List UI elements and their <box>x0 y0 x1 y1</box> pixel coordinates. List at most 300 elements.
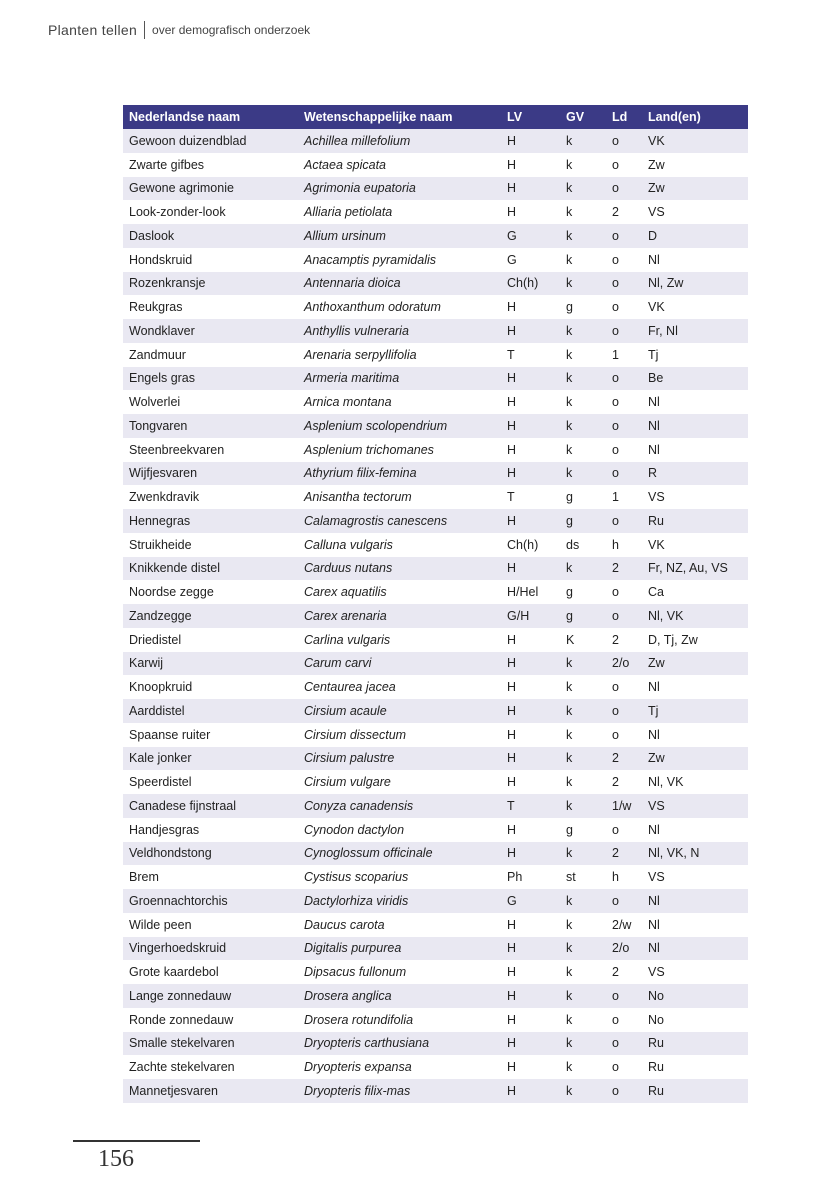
scientific-name-cell: Athyrium filix-femina <box>298 462 501 486</box>
scientific-name-cell: Cirsium acaule <box>298 699 501 723</box>
gv-cell: st <box>560 865 606 889</box>
dutch-name-cell: Karwij <box>123 652 298 676</box>
scientific-name-cell: Dipsacus fullonum <box>298 960 501 984</box>
table-body <box>123 129 748 1103</box>
ld-cell: o <box>606 224 642 248</box>
dutch-name-cell: Reukgras <box>123 295 298 319</box>
table-row <box>123 153 748 177</box>
scientific-name-cell: Asplenium trichomanes <box>298 438 501 462</box>
gv-cell: k <box>560 414 606 438</box>
countries-cell: D, Tj, Zw <box>642 628 748 652</box>
ld-cell: 2/w <box>606 913 642 937</box>
scientific-name-cell: Carduus nutans <box>298 557 501 581</box>
lv-cell: G <box>501 889 560 913</box>
dutch-name-cell: Knoopkruid <box>123 675 298 699</box>
scientific-name-cell: Dactylorhiza viridis <box>298 889 501 913</box>
scientific-name-cell: Carex aquatilis <box>298 580 501 604</box>
dutch-name-cell: Brem <box>123 865 298 889</box>
scientific-name-cell: Alliaria petiolata <box>298 200 501 224</box>
gv-cell: k <box>560 960 606 984</box>
gv-cell: k <box>560 770 606 794</box>
dutch-name-cell: Groennachtorchis <box>123 889 298 913</box>
table-row <box>123 390 748 414</box>
species-table <box>123 105 748 1103</box>
table-row <box>123 1079 748 1103</box>
gv-cell: k <box>560 200 606 224</box>
ld-cell: h <box>606 865 642 889</box>
ld-cell: 1/w <box>606 794 642 818</box>
lv-cell: H <box>501 960 560 984</box>
countries-cell: Ca <box>642 580 748 604</box>
scientific-name-cell: Cirsium dissectum <box>298 723 501 747</box>
gv-cell: g <box>560 485 606 509</box>
table-row <box>123 628 748 652</box>
table-row <box>123 889 748 913</box>
countries-cell: Tj <box>642 699 748 723</box>
dutch-name-cell: Gewoon duizendblad <box>123 129 298 153</box>
lv-cell: H <box>501 818 560 842</box>
lv-cell: G <box>501 224 560 248</box>
gv-cell: g <box>560 509 606 533</box>
scientific-name-cell: Carum carvi <box>298 652 501 676</box>
scientific-name-cell: Achillea millefolium <box>298 129 501 153</box>
lv-cell: H <box>501 462 560 486</box>
ld-cell: o <box>606 580 642 604</box>
gv-cell: k <box>560 248 606 272</box>
countries-cell: Nl, VK, N <box>642 842 748 866</box>
column-header-dutch-name: Nederlandse naam <box>123 105 298 129</box>
lv-cell: H <box>501 509 560 533</box>
lv-cell: H <box>501 390 560 414</box>
countries-cell: VS <box>642 865 748 889</box>
table-row <box>123 652 748 676</box>
column-header-lv: LV <box>501 105 560 129</box>
scientific-name-cell: Anacamptis pyramidalis <box>298 248 501 272</box>
countries-cell: Nl, Zw <box>642 272 748 296</box>
dutch-name-cell: Ronde zonnedauw <box>123 1008 298 1032</box>
lv-cell: H <box>501 319 560 343</box>
lv-cell: G <box>501 248 560 272</box>
table-row <box>123 200 748 224</box>
table-row <box>123 438 748 462</box>
gv-cell: k <box>560 438 606 462</box>
ld-cell: 2/o <box>606 652 642 676</box>
gv-cell: ds <box>560 533 606 557</box>
scientific-name-cell: Carlina vulgaris <box>298 628 501 652</box>
countries-cell: VS <box>642 960 748 984</box>
lv-cell: H <box>501 675 560 699</box>
countries-cell: Nl <box>642 889 748 913</box>
gv-cell: k <box>560 675 606 699</box>
dutch-name-cell: Zandmuur <box>123 343 298 367</box>
dutch-name-cell: Steenbreekvaren <box>123 438 298 462</box>
lv-cell: H <box>501 1055 560 1079</box>
scientific-name-cell: Calluna vulgaris <box>298 533 501 557</box>
gv-cell: k <box>560 129 606 153</box>
gv-cell: k <box>560 1008 606 1032</box>
countries-cell: Nl <box>642 913 748 937</box>
scientific-name-cell: Armeria maritima <box>298 367 501 391</box>
scientific-name-cell: Cynoglossum officinale <box>298 842 501 866</box>
gv-cell: k <box>560 913 606 937</box>
book-title: Planten tellen <box>48 22 138 38</box>
ld-cell: 2 <box>606 842 642 866</box>
dutch-name-cell: Hondskruid <box>123 248 298 272</box>
lv-cell: H <box>501 842 560 866</box>
countries-cell: Ru <box>642 1032 748 1056</box>
dutch-name-cell: Grote kaardebol <box>123 960 298 984</box>
countries-cell: Nl <box>642 818 748 842</box>
ld-cell: o <box>606 604 642 628</box>
scientific-name-cell: Anthyllis vulneraria <box>298 319 501 343</box>
dutch-name-cell: Driedistel <box>123 628 298 652</box>
ld-cell: 2 <box>606 770 642 794</box>
column-header-countries: Land(en) <box>642 105 748 129</box>
gv-cell: k <box>560 462 606 486</box>
ld-cell: o <box>606 723 642 747</box>
table-row <box>123 177 748 201</box>
dutch-name-cell: Engels gras <box>123 367 298 391</box>
gv-cell: k <box>560 272 606 296</box>
table-row <box>123 557 748 581</box>
table-row <box>123 984 748 1008</box>
ld-cell: o <box>606 319 642 343</box>
dutch-name-cell: Canadese fijnstraal <box>123 794 298 818</box>
dutch-name-cell: Wolverlei <box>123 390 298 414</box>
scientific-name-cell: Drosera rotundifolia <box>298 1008 501 1032</box>
header-divider <box>144 21 145 39</box>
lv-cell: Ch(h) <box>501 272 560 296</box>
dutch-name-cell: Zwarte gifbes <box>123 153 298 177</box>
scientific-name-cell: Cirsium vulgare <box>298 770 501 794</box>
table-row <box>123 224 748 248</box>
dutch-name-cell: Zandzegge <box>123 604 298 628</box>
gv-cell: k <box>560 889 606 913</box>
ld-cell: o <box>606 153 642 177</box>
gv-cell: k <box>560 1079 606 1103</box>
gv-cell: g <box>560 580 606 604</box>
dutch-name-cell: Lange zonnedauw <box>123 984 298 1008</box>
gv-cell: k <box>560 390 606 414</box>
ld-cell: o <box>606 699 642 723</box>
ld-cell: o <box>606 984 642 1008</box>
table-row <box>123 367 748 391</box>
scientific-name-cell: Calamagrostis canescens <box>298 509 501 533</box>
table-row <box>123 937 748 961</box>
gv-cell: k <box>560 224 606 248</box>
table-row <box>123 770 748 794</box>
gv-cell: k <box>560 1032 606 1056</box>
ld-cell: o <box>606 129 642 153</box>
countries-cell: VS <box>642 485 748 509</box>
lv-cell: H <box>501 177 560 201</box>
gv-cell: g <box>560 818 606 842</box>
table-row <box>123 723 748 747</box>
gv-cell: k <box>560 177 606 201</box>
ld-cell: 1 <box>606 343 642 367</box>
table-row <box>123 913 748 937</box>
countries-cell: Ru <box>642 509 748 533</box>
chapter-title: over demografisch onderzoek <box>152 23 311 37</box>
scientific-name-cell: Antennaria dioica <box>298 272 501 296</box>
table-row <box>123 272 748 296</box>
scientific-name-cell: Centaurea jacea <box>298 675 501 699</box>
countries-cell: Tj <box>642 343 748 367</box>
footer-rule <box>73 1140 200 1142</box>
dutch-name-cell: Gewone agrimonie <box>123 177 298 201</box>
table-row <box>123 1008 748 1032</box>
ld-cell: o <box>606 889 642 913</box>
scientific-name-cell: Dryopteris expansa <box>298 1055 501 1079</box>
ld-cell: o <box>606 272 642 296</box>
countries-cell: Fr, Nl <box>642 319 748 343</box>
scientific-name-cell: Arnica montana <box>298 390 501 414</box>
gv-cell: K <box>560 628 606 652</box>
dutch-name-cell: Struikheide <box>123 533 298 557</box>
table-row <box>123 747 748 771</box>
countries-cell: VS <box>642 200 748 224</box>
ld-cell: 1 <box>606 485 642 509</box>
ld-cell: 2 <box>606 557 642 581</box>
lv-cell: H <box>501 1008 560 1032</box>
countries-cell: Nl, VK <box>642 604 748 628</box>
scientific-name-cell: Digitalis purpurea <box>298 937 501 961</box>
gv-cell: k <box>560 153 606 177</box>
countries-cell: D <box>642 224 748 248</box>
dutch-name-cell: Wijfjesvaren <box>123 462 298 486</box>
lv-cell: Ph <box>501 865 560 889</box>
ld-cell: h <box>606 533 642 557</box>
lv-cell: T <box>501 485 560 509</box>
lv-cell: H <box>501 1032 560 1056</box>
ld-cell: o <box>606 367 642 391</box>
dutch-name-cell: Spaanse ruiter <box>123 723 298 747</box>
gv-cell: k <box>560 937 606 961</box>
dutch-name-cell: Aarddistel <box>123 699 298 723</box>
scientific-name-cell: Arenaria serpyllifolia <box>298 343 501 367</box>
lv-cell: H <box>501 770 560 794</box>
dutch-name-cell: Zwenkdravik <box>123 485 298 509</box>
gv-cell: g <box>560 295 606 319</box>
lv-cell: H <box>501 937 560 961</box>
ld-cell: 2 <box>606 960 642 984</box>
lv-cell: Ch(h) <box>501 533 560 557</box>
gv-cell: g <box>560 604 606 628</box>
scientific-name-cell: Dryopteris carthusiana <box>298 1032 501 1056</box>
table-row <box>123 1032 748 1056</box>
dutch-name-cell: Kale jonker <box>123 747 298 771</box>
countries-cell: R <box>642 462 748 486</box>
table-row <box>123 414 748 438</box>
table-row <box>123 295 748 319</box>
dutch-name-cell: Tongvaren <box>123 414 298 438</box>
column-header-gv: GV <box>560 105 606 129</box>
scientific-name-cell: Anisantha tectorum <box>298 485 501 509</box>
ld-cell: o <box>606 438 642 462</box>
countries-cell: Nl, VK <box>642 770 748 794</box>
ld-cell: o <box>606 1008 642 1032</box>
dutch-name-cell: Rozenkransje <box>123 272 298 296</box>
ld-cell: o <box>606 462 642 486</box>
lv-cell: H <box>501 628 560 652</box>
table-row <box>123 129 748 153</box>
table-row <box>123 699 748 723</box>
column-header-scientific-name: Wetenschappelijke naam <box>298 105 501 129</box>
countries-cell: VS <box>642 794 748 818</box>
countries-cell: Nl <box>642 414 748 438</box>
dutch-name-cell: Mannetjesvaren <box>123 1079 298 1103</box>
gv-cell: k <box>560 652 606 676</box>
countries-cell: Nl <box>642 438 748 462</box>
lv-cell: T <box>501 794 560 818</box>
countries-cell: Ru <box>642 1055 748 1079</box>
table-row <box>123 794 748 818</box>
countries-cell: Zw <box>642 177 748 201</box>
ld-cell: o <box>606 1055 642 1079</box>
scientific-name-cell: Dryopteris filix-mas <box>298 1079 501 1103</box>
gv-cell: k <box>560 343 606 367</box>
scientific-name-cell: Carex arenaria <box>298 604 501 628</box>
dutch-name-cell: Hennegras <box>123 509 298 533</box>
countries-cell: Nl <box>642 675 748 699</box>
scientific-name-cell: Cystisus scoparius <box>298 865 501 889</box>
gv-cell: k <box>560 699 606 723</box>
ld-cell: o <box>606 177 642 201</box>
table-row <box>123 842 748 866</box>
table-row <box>123 509 748 533</box>
gv-cell: k <box>560 723 606 747</box>
scientific-name-cell: Asplenium scolopendrium <box>298 414 501 438</box>
lv-cell: H <box>501 984 560 1008</box>
table-row <box>123 675 748 699</box>
table-row <box>123 319 748 343</box>
ld-cell: o <box>606 1079 642 1103</box>
scientific-name-cell: Agrimonia eupatoria <box>298 177 501 201</box>
table-row <box>123 462 748 486</box>
gv-cell: k <box>560 984 606 1008</box>
lv-cell: H <box>501 1079 560 1103</box>
scientific-name-cell: Allium ursinum <box>298 224 501 248</box>
table-row <box>123 604 748 628</box>
column-header-ld: Ld <box>606 105 642 129</box>
ld-cell: o <box>606 1032 642 1056</box>
table-row <box>123 1055 748 1079</box>
ld-cell: 2/o <box>606 937 642 961</box>
dutch-name-cell: Veldhondstong <box>123 842 298 866</box>
countries-cell: VK <box>642 129 748 153</box>
gv-cell: k <box>560 747 606 771</box>
table-row <box>123 960 748 984</box>
countries-cell: Nl <box>642 937 748 961</box>
lv-cell: H <box>501 438 560 462</box>
dutch-name-cell: Vingerhoedskruid <box>123 937 298 961</box>
scientific-name-cell: Anthoxanthum odoratum <box>298 295 501 319</box>
scientific-name-cell: Cirsium palustre <box>298 747 501 771</box>
dutch-name-cell: Zachte stekelvaren <box>123 1055 298 1079</box>
dutch-name-cell: Speerdistel <box>123 770 298 794</box>
lv-cell: H <box>501 557 560 581</box>
lv-cell: G/H <box>501 604 560 628</box>
countries-cell: Zw <box>642 652 748 676</box>
gv-cell: k <box>560 319 606 343</box>
ld-cell: o <box>606 390 642 414</box>
lv-cell: H <box>501 723 560 747</box>
dutch-name-cell: Noordse zegge <box>123 580 298 604</box>
table-header-row <box>123 105 748 129</box>
countries-cell: Zw <box>642 153 748 177</box>
scientific-name-cell: Daucus carota <box>298 913 501 937</box>
dutch-name-cell: Daslook <box>123 224 298 248</box>
countries-cell: Fr, NZ, Au, VS <box>642 557 748 581</box>
lv-cell: H <box>501 747 560 771</box>
countries-cell: VK <box>642 533 748 557</box>
table-row <box>123 580 748 604</box>
ld-cell: o <box>606 295 642 319</box>
table-row <box>123 818 748 842</box>
dutch-name-cell: Look-zonder-look <box>123 200 298 224</box>
lv-cell: H <box>501 367 560 391</box>
lv-cell: H <box>501 295 560 319</box>
lv-cell: H/Hel <box>501 580 560 604</box>
gv-cell: k <box>560 794 606 818</box>
dutch-name-cell: Handjesgras <box>123 818 298 842</box>
table-row <box>123 533 748 557</box>
ld-cell: o <box>606 675 642 699</box>
ld-cell: o <box>606 414 642 438</box>
scientific-name-cell: Actaea spicata <box>298 153 501 177</box>
lv-cell: H <box>501 913 560 937</box>
table-row <box>123 343 748 367</box>
table-row <box>123 485 748 509</box>
lv-cell: T <box>501 343 560 367</box>
table-row <box>123 248 748 272</box>
lv-cell: H <box>501 652 560 676</box>
ld-cell: 2 <box>606 200 642 224</box>
gv-cell: k <box>560 1055 606 1079</box>
gv-cell: k <box>560 367 606 391</box>
lv-cell: H <box>501 153 560 177</box>
countries-cell: Be <box>642 367 748 391</box>
ld-cell: o <box>606 248 642 272</box>
countries-cell: No <box>642 1008 748 1032</box>
scientific-name-cell: Drosera anglica <box>298 984 501 1008</box>
lv-cell: H <box>501 200 560 224</box>
gv-cell: k <box>560 842 606 866</box>
gv-cell: k <box>560 557 606 581</box>
ld-cell: o <box>606 818 642 842</box>
dutch-name-cell: Wondklaver <box>123 319 298 343</box>
ld-cell: 2 <box>606 747 642 771</box>
countries-cell: No <box>642 984 748 1008</box>
countries-cell: Ru <box>642 1079 748 1103</box>
scientific-name-cell: Conyza canadensis <box>298 794 501 818</box>
countries-cell: Nl <box>642 248 748 272</box>
ld-cell: 2 <box>606 628 642 652</box>
dutch-name-cell: Knikkende distel <box>123 557 298 581</box>
scientific-name-cell: Cynodon dactylon <box>298 818 501 842</box>
lv-cell: H <box>501 414 560 438</box>
running-head <box>48 20 310 40</box>
ld-cell: o <box>606 509 642 533</box>
countries-cell: Zw <box>642 747 748 771</box>
countries-cell: VK <box>642 295 748 319</box>
lv-cell: H <box>501 699 560 723</box>
countries-cell: Nl <box>642 390 748 414</box>
dutch-name-cell: Wilde peen <box>123 913 298 937</box>
table-row <box>123 865 748 889</box>
countries-cell: Nl <box>642 723 748 747</box>
dutch-name-cell: Smalle stekelvaren <box>123 1032 298 1056</box>
